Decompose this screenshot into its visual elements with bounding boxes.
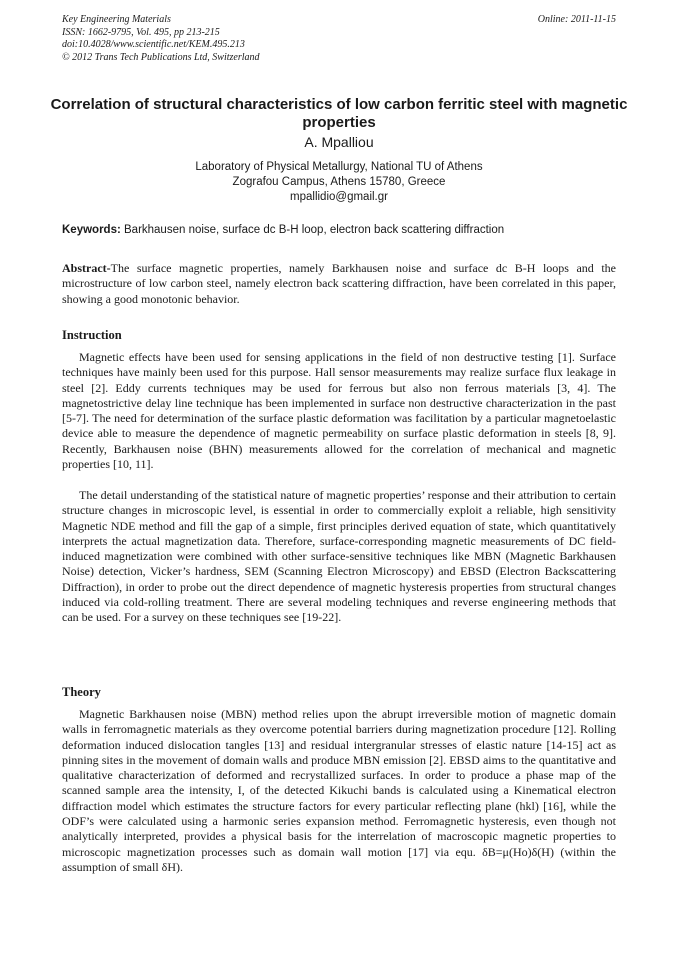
instruction-paragraph-1: Magnetic effects have been used for sensing applications in the field of non destructive testing [1]. Surface techniques have mainly been used for this purpose. Hall sensor measurements may realize surface flux leakage in steel [2]. Eddy currents techniques may be used for ferrous but also non ferrous materials [3, 4]. The magnetostrictive delay line technique has been implemented in surface non destructive characterization in the past [5-7]. The need for determination of the surface plastic deformation was facilitation by a particular magnetoelastic device able to measure the dependence of magnetic permeability on surface plastic deformation in steels [8, 9]. Recently, Barkhausen noise (BHN) measurements allowed for the correlation of mechanical and magnetic properties [10, 11]. <box>62 350 616 472</box>
affiliation-address: Zografou Campus, Athens 15780, Greece <box>232 176 446 188</box>
section-heading-theory: Theory <box>62 685 101 699</box>
affiliation <box>0 160 678 205</box>
theory-paragraph-1: Magnetic Barkhausen noise (MBN) method relies upon the abrupt irreversible motion of magnetic domain walls in ferromagnetic materials as they overcome potential barriers during magnetization procedure [12]. Rolling deformation induced dislocation tangles [13] and residual intergranular stresses of elastic nature [14-15] act as pinning sites in the movement of domain walls and produce MBN emission [2]. EBSD aims to the quantitative and qualitative characterization of deformed and recrystallized surfaces. In order to produce a phase map of the scanned sample area the intensity, I, of the detected Kikuchi bands is calculated using a Kinematical electron diffraction model which estimates the structure factors for every particular reflecting plane (hkl) [16], while the ODF’s were calculated using a harmonic series expansion method. Ferromagnetic hysteresis, even though not analytically interpreted, provides a physical basis for the interrelation of macroscopic magnetic properties to microscopic magnetization processes such as domain wall motion [17] via equ. δB=μ(Ho)δ(H) (within the assumption of small δH). <box>62 707 616 874</box>
author-email: mpallidio@gmail.gr <box>290 191 388 203</box>
copyright-line: © 2012 Trans Tech Publications Ltd, Switzerland <box>62 51 260 63</box>
issn-line: ISSN: 1662-9795, Vol. 495, pp 213-215 <box>62 26 220 38</box>
section-heading-instruction: Instruction <box>62 328 122 342</box>
doi-line: doi:10.4028/www.scientific.net/KEM.495.213 <box>62 39 245 50</box>
keywords-label: Keywords: <box>62 224 121 236</box>
affiliation-lab: Laboratory of Physical Metallurgy, National TU of Athens <box>195 161 483 173</box>
paper-title: Correlation of structural characteristics of low carbon ferritic steel with magnetic properties <box>50 96 628 131</box>
abstract-text: The surface magnetic properties, namely Barkhausen noise and surface dc B-H loops and the microstructure of low carbon steel, namely electron back scattering diffraction, have been correlated in this paper, showing a good monotonic behavior. <box>62 261 616 306</box>
abstract-label: Abstract- <box>62 261 111 275</box>
author-name: A. Mpalliou <box>304 134 374 150</box>
journal-name: Key Engineering Materials <box>62 14 171 25</box>
keywords-text: Barkhausen noise, surface dc B-H loop, electron back scattering diffraction <box>124 224 505 236</box>
instruction-paragraph-2: The detail understanding of the statistical nature of magnetic properties’ response and their attribution to certain structure changes in microscopic level, is essential in order to commercially exploit a reliable, high sensitivity Magnetic NDE method and fill the gap of a simple, first principles derived equation of state, which quantitatively interprets the actual magnetization data. Therefore, surface-corresponding magnetic measurements of DC field-induced magnetization were combined with other surface-sensitive techniques like MBN (Magnetic Barkhausen Noise) detection, Vicker’s hardness, SEM (Scanning Electron Microscopy) and EBSD (Electron Backscattering Diffraction), in order to probe out the direct dependence of magnetic hysteresis properties from structural changes induced via cold-rolling treatment. There are several modeling techniques and reverse engineering methods that can be used. For a survey on these techniques see [19-22]. <box>62 488 616 625</box>
abstract <box>62 261 616 307</box>
keywords <box>62 224 622 236</box>
journal-header <box>62 14 616 64</box>
online-date: Online: 2011-11-15 <box>537 14 616 25</box>
